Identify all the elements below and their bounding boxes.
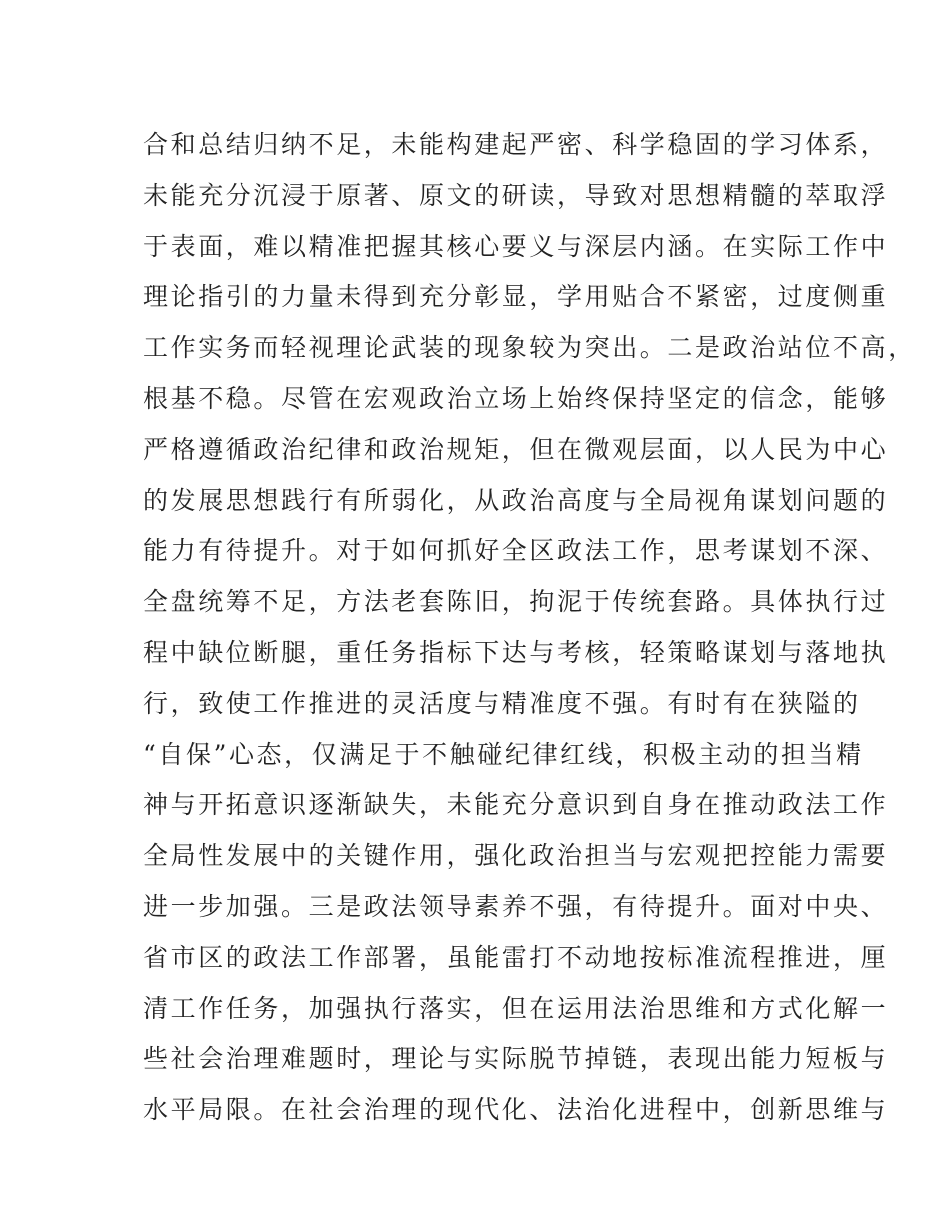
text-line: 理论指引的力量未得到充分彰显，学用贴合不紧密，过度侧重	[143, 282, 889, 312]
text-line: 全局性发展中的关键作用，强化政治担当与宏观把控能力需要	[143, 841, 889, 871]
text-line: 省市区的政法工作部署，虽能雷打不动地按标准流程推进，厘	[143, 942, 889, 972]
text-line: 程中缺位断腿，重任务指标下达与考核，轻策略谋划与落地执	[143, 637, 889, 667]
text-line: 清工作任务，加强执行落实，但在运用法治思维和方式化解一	[143, 993, 889, 1023]
text-line: 神与开拓意识逐渐缺失，未能充分意识到自身在推动政法工作	[143, 790, 889, 820]
text-line: 严格遵循政治纪律和政治规矩，但在微观层面，以人民为中心	[143, 434, 889, 464]
text-line: 能力有待提升。对于如何抓好全区政法工作，思考谋划不深、	[143, 536, 889, 566]
text-line: 水平局限。在社会治理的现代化、法治化进程中，创新思维与	[143, 1095, 889, 1125]
text-line: 些社会治理难题时，理论与实际脱节掉链，表现出能力短板与	[143, 1044, 889, 1074]
text-line: 工作实务而轻视理论武装的现象较为突出。二是政治站位不高，	[143, 333, 916, 363]
body-text	[143, 120, 916, 1136]
text-line: 行，致使工作推进的灵活度与精准度不强。有时有在狭隘的	[143, 688, 861, 718]
text-line: 于表面，难以精准把握其核心要义与深层内涵。在实际工作中	[143, 231, 889, 261]
text-line: 根基不稳。尽管在宏观政治立场上始终保持坚定的信念，能够	[143, 383, 889, 413]
text-line: 进一步加强。三是政法领导素养不强，有待提升。面对中央、	[143, 891, 889, 921]
text-line: 未能充分沉浸于原著、原文的研读，导致对思想精髓的萃取浮	[143, 180, 889, 210]
text-line: 全盘统筹不足，方法老套陈旧，拘泥于传统套路。具体执行过	[143, 587, 889, 617]
text-line: 的发展思想践行有所弱化，从政治高度与全局视角谋划问题的	[143, 485, 889, 515]
text-line: 合和总结归纳不足，未能构建起严密、科学稳固的学习体系，	[143, 130, 889, 159]
text-line: “自保”心态，仅满足于不触碰纪律红线，积极主动的担当精	[143, 739, 864, 769]
